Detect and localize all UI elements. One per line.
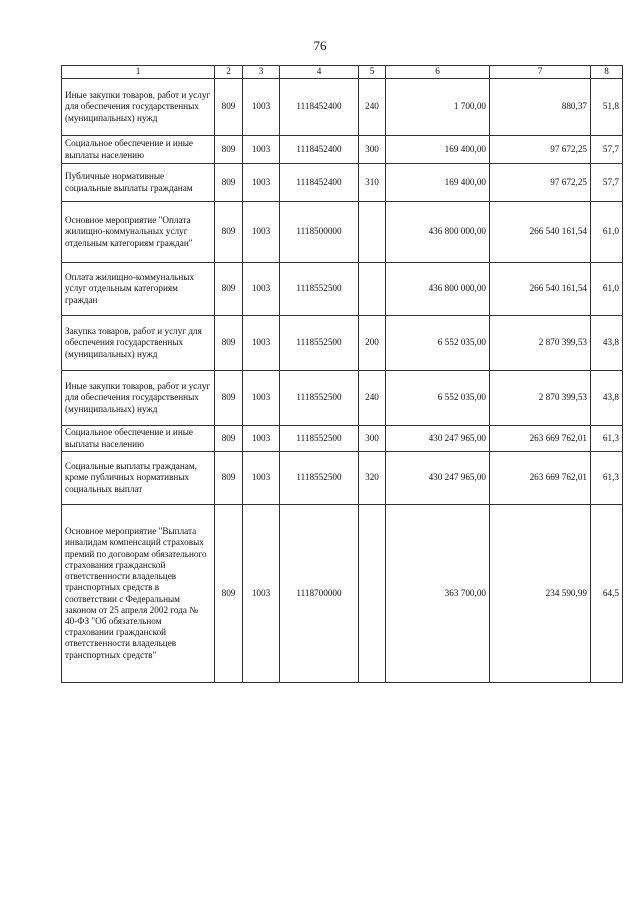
- cell-section-code: 1003: [243, 316, 280, 371]
- cell-percent: 51,8: [591, 79, 623, 136]
- table-row: [62, 452, 623, 505]
- cell-section-code: 1003: [243, 426, 280, 452]
- table-header-row: [62, 66, 623, 79]
- cell-plan: 363 700,00: [386, 505, 490, 683]
- cell-plan: 169 400,00: [386, 164, 490, 202]
- cell-expense-type: 320: [359, 452, 386, 505]
- cell-target-code: 1118452400: [280, 136, 359, 164]
- cell-plan: 436 800 000,00: [386, 202, 490, 263]
- table-row: [62, 316, 623, 371]
- cell-target-code: 1118552500: [280, 426, 359, 452]
- cell-actual: 266 540 161,54: [490, 202, 591, 263]
- cell-section-code: 1003: [243, 371, 280, 426]
- cell-section-code: 1003: [243, 263, 280, 316]
- table-row: [62, 79, 623, 136]
- row-name: Иные закупки товаров, работ и услуг для обеспечения государственных (муниципальных) нужд: [62, 371, 215, 426]
- cell-admin-code: 809: [215, 202, 243, 263]
- cell-admin-code: 809: [215, 164, 243, 202]
- table-row: [62, 202, 623, 263]
- cell-actual: 2 870 399,53: [490, 316, 591, 371]
- cell-actual: 234 590,99: [490, 505, 591, 683]
- row-name: Иные закупки товаров, работ и услуг для обеспечения государственных (муниципальных) нужд: [62, 79, 215, 136]
- cell-plan: 1 700,00: [386, 79, 490, 136]
- cell-actual: 880,37: [490, 79, 591, 136]
- cell-actual: 266 540 161,54: [490, 263, 591, 316]
- cell-section-code: 1003: [243, 452, 280, 505]
- row-name: Основное мероприятие "Выплата инвалидам компенсаций страховых премий по договорам обязательного страхования гражданской ответственности владельцев транспортных средств в соответствии с Федеральным законом от 25 апреля 2002 года № 40-ФЗ "Об обязательном страховании гражданской ответственности владельцев транспортных средств": [62, 505, 215, 683]
- page-number: 76: [313, 38, 327, 53]
- row-name: Основное мероприятие "Оплата жилищно-коммунальных услуг отдельным категориям граждан": [62, 202, 215, 263]
- column-header: 5: [359, 66, 386, 79]
- cell-admin-code: 809: [215, 371, 243, 426]
- cell-expense-type: 310: [359, 164, 386, 202]
- budget-table: [61, 65, 623, 683]
- cell-expense-type: [359, 505, 386, 683]
- cell-percent: 61,3: [591, 452, 623, 505]
- cell-admin-code: 809: [215, 79, 243, 136]
- cell-plan: 436 800 000,00: [386, 263, 490, 316]
- table-row: [62, 136, 623, 164]
- cell-expense-type: 240: [359, 79, 386, 136]
- cell-target-code: 1118552500: [280, 371, 359, 426]
- table-row: [62, 164, 623, 202]
- cell-section-code: 1003: [243, 136, 280, 164]
- cell-percent: 61,3: [591, 426, 623, 452]
- cell-admin-code: 809: [215, 263, 243, 316]
- row-name: Закупка товаров, работ и услуг для обеспечения государственных (муниципальных) нужд: [62, 316, 215, 371]
- cell-percent: 43,8: [591, 371, 623, 426]
- cell-section-code: 1003: [243, 505, 280, 683]
- cell-actual: 97 672,25: [490, 136, 591, 164]
- cell-target-code: 1118552500: [280, 316, 359, 371]
- row-name: Публичные нормативные социальные выплаты гражданам: [62, 164, 215, 202]
- table-row: [62, 426, 623, 452]
- cell-actual: 263 669 762,01: [490, 452, 591, 505]
- row-name: Оплата жилищно-коммунальных услуг отдельным категориям граждан: [62, 263, 215, 316]
- cell-plan: 6 552 035,00: [386, 316, 490, 371]
- cell-target-code: 1118552500: [280, 263, 359, 316]
- cell-actual: 263 669 762,01: [490, 426, 591, 452]
- cell-expense-type: [359, 263, 386, 316]
- cell-percent: 61,0: [591, 263, 623, 316]
- cell-plan: 169 400,00: [386, 136, 490, 164]
- cell-plan: 430 247 965,00: [386, 452, 490, 505]
- cell-admin-code: 809: [215, 316, 243, 371]
- cell-percent: 43,8: [591, 316, 623, 371]
- row-name: Социальное обеспечение и иные выплаты населению: [62, 426, 215, 452]
- cell-actual: 97 672,25: [490, 164, 591, 202]
- cell-percent: 61,0: [591, 202, 623, 263]
- cell-actual: 2 870 399,53: [490, 371, 591, 426]
- cell-admin-code: 809: [215, 426, 243, 452]
- cell-percent: 57,7: [591, 164, 623, 202]
- cell-expense-type: [359, 202, 386, 263]
- column-header: 6: [386, 66, 490, 79]
- column-header: 7: [490, 66, 591, 79]
- cell-percent: 64,5: [591, 505, 623, 683]
- column-header: 2: [215, 66, 243, 79]
- cell-target-code: 1118500000: [280, 202, 359, 263]
- column-header: 4: [280, 66, 359, 79]
- cell-expense-type: 300: [359, 136, 386, 164]
- cell-plan: 430 247 965,00: [386, 426, 490, 452]
- table-row: [62, 263, 623, 316]
- table-row: [62, 505, 623, 683]
- cell-admin-code: 809: [215, 452, 243, 505]
- cell-expense-type: 240: [359, 371, 386, 426]
- cell-section-code: 1003: [243, 79, 280, 136]
- cell-target-code: 1118452400: [280, 164, 359, 202]
- cell-target-code: 1118700000: [280, 505, 359, 683]
- row-name: Социальное обеспечение и иные выплаты населению: [62, 136, 215, 164]
- column-header: 3: [243, 66, 280, 79]
- cell-admin-code: 809: [215, 505, 243, 683]
- column-header: 1: [62, 66, 215, 79]
- row-name: Социальные выплаты гражданам, кроме публичных нормативных социальных выплат: [62, 452, 215, 505]
- cell-expense-type: 200: [359, 316, 386, 371]
- cell-section-code: 1003: [243, 164, 280, 202]
- table-row: [62, 371, 623, 426]
- cell-target-code: 1118552500: [280, 452, 359, 505]
- column-header: 8: [591, 66, 623, 79]
- cell-percent: 57,7: [591, 136, 623, 164]
- cell-plan: 6 552 035,00: [386, 371, 490, 426]
- cell-target-code: 1118452400: [280, 79, 359, 136]
- cell-expense-type: 300: [359, 426, 386, 452]
- cell-admin-code: 809: [215, 136, 243, 164]
- cell-section-code: 1003: [243, 202, 280, 263]
